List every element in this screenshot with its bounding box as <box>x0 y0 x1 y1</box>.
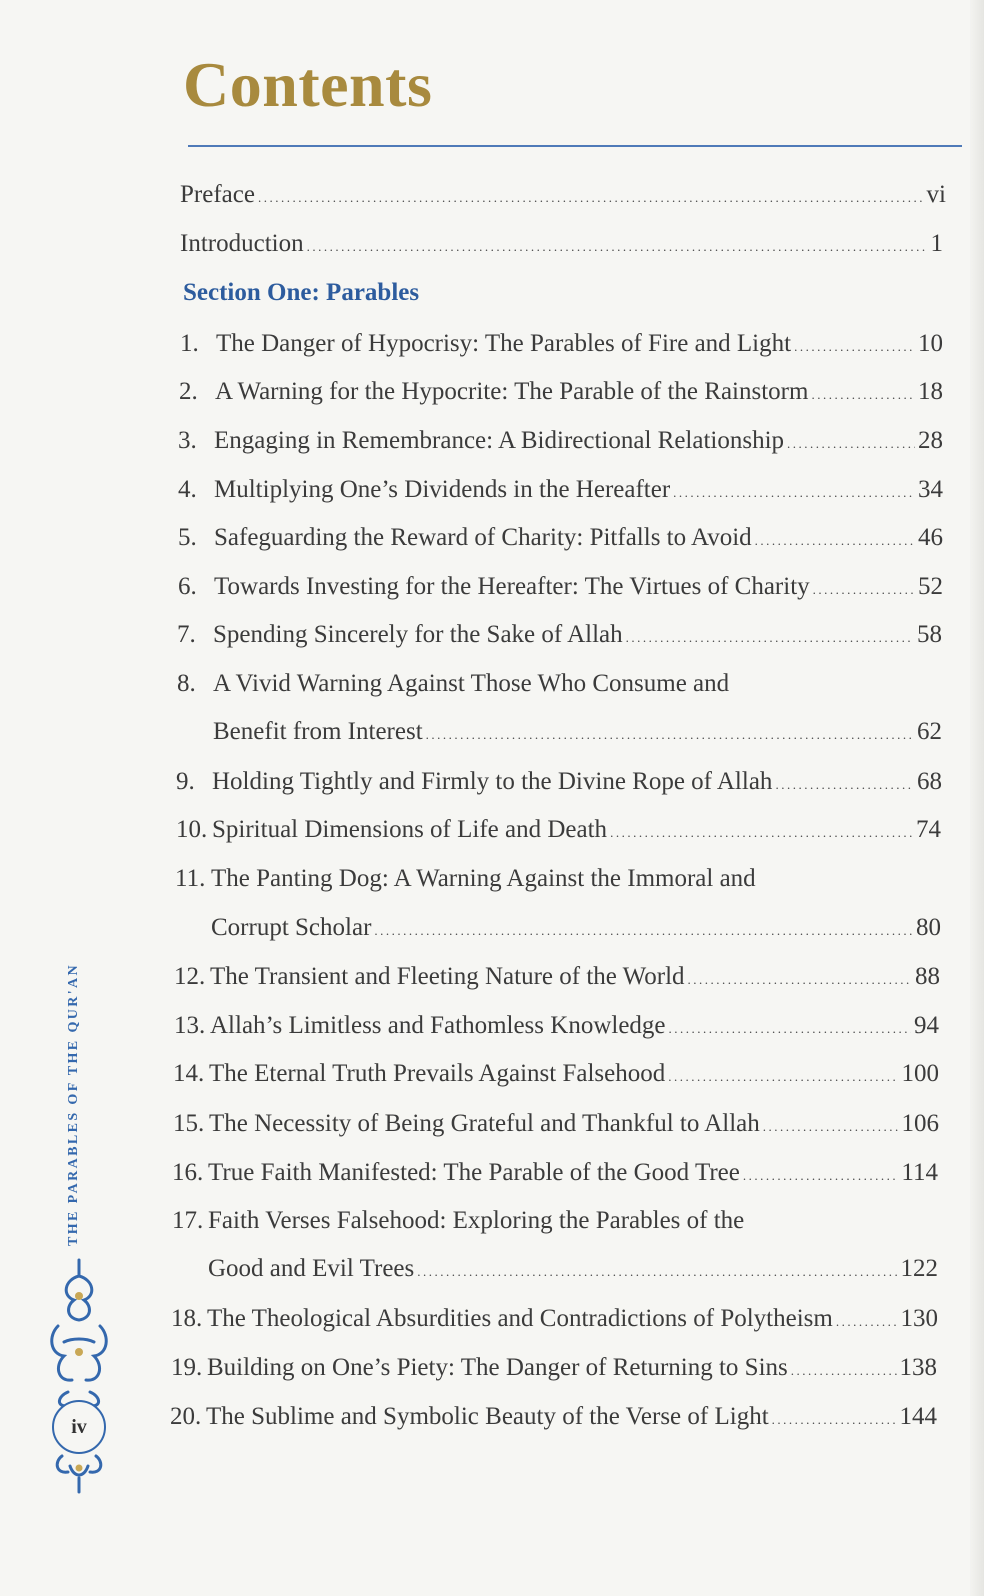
dot-leader <box>673 477 915 509</box>
dot-leader <box>791 1355 897 1387</box>
dot-leader <box>811 379 915 411</box>
toc-entry-first-line[interactable] <box>177 668 729 700</box>
toc-page-number: 94 <box>914 1012 939 1039</box>
entry-number: 8. <box>177 670 196 697</box>
toc-page-number: 100 <box>901 1060 939 1087</box>
running-head: THE PARABLES OF THE QUR'AN <box>66 962 81 1246</box>
dot-leader <box>787 428 915 460</box>
toc-page-number: 46 <box>918 524 943 551</box>
toc-entry[interactable] <box>179 376 943 411</box>
toc-entry[interactable] <box>171 1352 937 1387</box>
dot-leader <box>794 331 915 363</box>
toc-entry[interactable] <box>170 1401 937 1436</box>
entry-title: Multiplying One’s Dividends in the Hereafter <box>214 476 671 503</box>
page-number-badge: iv <box>52 1400 106 1454</box>
toc-entry[interactable] <box>178 425 943 460</box>
toc-entry[interactable] <box>172 1157 938 1192</box>
dot-leader <box>610 817 913 849</box>
section-heading: Section One: Parables <box>183 279 420 306</box>
entry-number: 14. <box>173 1060 205 1087</box>
dot-leader <box>417 1256 897 1288</box>
toc-entry[interactable] <box>173 1108 939 1143</box>
entry-title-continued: Good and Evil Trees <box>208 1255 415 1282</box>
toc-entry-preface[interactable] <box>180 179 946 214</box>
entry-title-continued: Corrupt Scholar <box>211 914 372 941</box>
toc-page-number: 1 <box>930 230 943 257</box>
dot-leader <box>775 769 914 801</box>
entry-title: Spiritual Dimensions of Life and Death <box>212 816 608 843</box>
toc-entry-text: Introduction <box>180 230 304 257</box>
dot-leader <box>743 1160 899 1192</box>
entry-number: 7. <box>177 621 196 648</box>
toc-page-number: 106 <box>901 1110 939 1137</box>
entry-title: Spending Sincerely for the Sake of Allah <box>213 621 623 648</box>
entry-title: Holding Tightly and Firmly to the Divine Rope of Allah <box>212 768 773 795</box>
toc-page-number: 74 <box>916 816 941 843</box>
toc-entry[interactable] <box>176 814 941 849</box>
entry-number: 3. <box>178 427 197 454</box>
entry-number: 17. <box>172 1207 204 1234</box>
toc-page-number: 68 <box>917 768 942 795</box>
entry-title: A Warning for the Hypocrite: The Parable of the Rainstorm <box>215 378 809 405</box>
entry-number: 1. <box>180 330 199 357</box>
entry-title: The Panting Dog: A Warning Against the Immoral and <box>211 865 756 892</box>
toc-page-number: 138 <box>899 1354 937 1381</box>
dot-leader <box>813 574 915 606</box>
entry-title: The Eternal Truth Prevails Against Falsehood <box>209 1060 666 1087</box>
page-title: Contents <box>183 49 433 120</box>
toc-page-number: 34 <box>918 476 943 503</box>
entry-title: Safeguarding the Reward of Charity: Pitfalls to Avoid <box>214 524 752 551</box>
toc-entry[interactable] <box>180 328 943 363</box>
toc-entry[interactable] <box>178 571 943 606</box>
entry-title: A Vivid Warning Against Those Who Consume and <box>213 670 730 697</box>
toc-page-number: 58 <box>917 621 942 648</box>
toc-page-number: 18 <box>918 378 943 405</box>
dot-leader <box>307 231 928 263</box>
dot-leader <box>755 525 915 557</box>
dot-leader <box>836 1306 898 1338</box>
entry-number: 12. <box>174 963 206 990</box>
toc-page-number: 88 <box>915 963 940 990</box>
dot-leader <box>763 1111 899 1143</box>
toc-entry-text: Preface <box>180 181 255 208</box>
entry-title: Towards Investing for the Hereafter: The Virtues of Charity <box>214 573 810 600</box>
entry-title: The Danger of Hypocrisy: The Parables of Fire and Light <box>216 330 792 357</box>
entry-number: 20. <box>170 1403 202 1430</box>
entry-title: Engaging in Remembrance: A Bidirectional Relationship <box>214 427 785 454</box>
dot-leader <box>669 1013 911 1045</box>
entry-title: Allah’s Limitless and Fathomless Knowledge <box>210 1012 666 1039</box>
toc-page-number: 114 <box>901 1159 938 1186</box>
toc-entry-continuation[interactable] <box>208 1253 938 1288</box>
toc-entry-first-line[interactable] <box>172 1205 744 1237</box>
entry-number: 11. <box>175 865 206 892</box>
dot-leader <box>426 719 914 751</box>
entry-title: Building on One’s Piety: The Danger of Returning to Sins <box>207 1354 788 1381</box>
entry-number: 10. <box>176 816 208 843</box>
toc-page-number: 28 <box>918 427 943 454</box>
entry-number: 16. <box>172 1159 204 1186</box>
entry-title: True Faith Manifested: The Parable of the Good Tree <box>208 1159 740 1186</box>
toc-entry[interactable] <box>177 619 942 654</box>
dot-leader <box>258 182 924 214</box>
entry-number: 13. <box>174 1012 206 1039</box>
toc-page-number: 62 <box>917 718 942 745</box>
toc-entry-first-line[interactable] <box>175 863 756 895</box>
entry-title: The Theological Absurdities and Contradictions of Polytheism <box>207 1305 833 1332</box>
entry-number: 6. <box>178 573 197 600</box>
dot-leader <box>668 1061 898 1093</box>
entry-number: 19. <box>171 1354 203 1381</box>
dot-leader <box>626 622 914 654</box>
entry-number: 4. <box>178 476 197 503</box>
entry-title: Faith Verses Falsehood: Exploring the Parables of the <box>208 1207 745 1234</box>
entry-number: 18. <box>171 1305 203 1332</box>
entry-title: The Necessity of Being Grateful and Thankful to Allah <box>209 1110 760 1137</box>
arabesque-ornament-icon <box>44 1256 114 1496</box>
toc-page-number: 80 <box>916 914 941 941</box>
toc-page-number: 10 <box>918 330 943 357</box>
entry-number: 15. <box>173 1110 205 1137</box>
toc-entry[interactable] <box>174 961 940 996</box>
entry-title-continued: Benefit from Interest <box>213 718 423 745</box>
toc-entry[interactable] <box>178 522 943 557</box>
toc-entry-introduction[interactable] <box>180 228 943 263</box>
toc-entry[interactable] <box>171 1303 938 1338</box>
entry-title: The Transient and Fleeting Nature of the World <box>210 963 685 990</box>
toc-page-number: 130 <box>900 1305 938 1332</box>
toc-page-number: 52 <box>918 573 943 600</box>
entry-number: 9. <box>176 768 195 795</box>
toc-entry-continuation[interactable] <box>213 716 942 751</box>
dot-leader <box>772 1404 897 1436</box>
toc-page-number: 144 <box>899 1403 937 1430</box>
toc-entry[interactable] <box>176 766 942 801</box>
dot-leader <box>688 964 912 996</box>
toc-page-number: 122 <box>900 1255 938 1282</box>
dot-leader <box>374 915 913 947</box>
toc-entry-continuation[interactable] <box>211 912 941 947</box>
toc-entry[interactable] <box>178 474 943 509</box>
toc-entry[interactable] <box>174 1010 939 1045</box>
entry-title: The Sublime and Symbolic Beauty of the Verse of Light <box>206 1403 769 1430</box>
toc-entry[interactable] <box>173 1058 939 1093</box>
entry-number: 2. <box>179 378 198 405</box>
toc-page-number: vi <box>926 181 946 208</box>
entry-number: 5. <box>178 524 197 551</box>
